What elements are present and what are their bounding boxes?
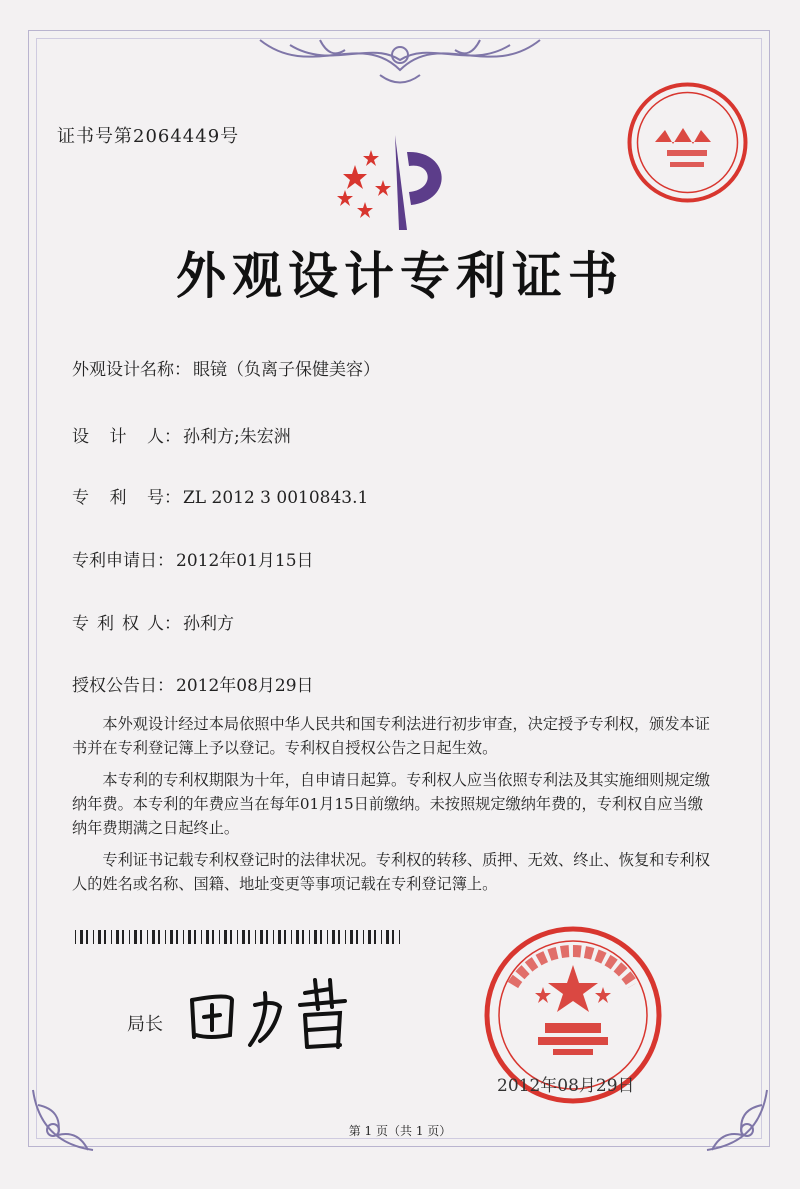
field-label: 专利申请日 — [72, 551, 157, 571]
field-designer: 设计人： 孙利方;朱宏洲 — [72, 422, 291, 447]
field-application-date: 专利申请日： 2012年01月15日 — [72, 551, 314, 571]
barcode — [75, 930, 400, 944]
field-label: 外观设计名称 — [72, 360, 174, 380]
director-label: 局长 — [127, 1014, 163, 1035]
field-value: 2012年01月15日 — [176, 551, 314, 571]
certificate-title: 外观设计专利证书 — [176, 247, 624, 305]
patent-office-emblem-icon — [325, 130, 465, 240]
field-value: ZL 2012 3 0010843.1 — [183, 488, 369, 508]
body-paragraph: 本外观设计经过本局依照中华人民共和国专利法进行初步审查，决定授予专利权，颁发本证书并在专利登记簿上予以登记。专利权自授权公告之日起生效。 — [72, 715, 710, 757]
field-label: 专利号 — [72, 488, 164, 508]
top-ornament — [250, 30, 550, 90]
field-value: 孙利方;朱宏洲 — [183, 427, 291, 447]
certificate-number: 证书号第2064449号 — [57, 126, 240, 147]
corner-ornament-bottom-right — [702, 1085, 772, 1155]
body-paragraph: 本专利的专利权期限为十年，自申请日起算。专利权人应当依照专利法及其实施细则规定缴纳年费。本专利的年费应当在每年01月15日前缴纳。未按照规定缴纳年费的，专利权自应当缴纳年费期满之日起终止。 — [72, 771, 710, 837]
field-value: 2012年08月29日 — [176, 676, 314, 696]
field-label: 专利权人 — [72, 614, 164, 634]
director-signature — [180, 975, 370, 1055]
field-patent-number: 专利号： ZL 2012 3 0010843.1 — [72, 483, 368, 508]
field-design-name: 外观设计名称： 眼镜（负离子保健美容） — [72, 360, 380, 380]
body-paragraph: 专利证书记载专利权登记时的法律状况。专利权的转移、质押、无效、终止、恢复和专利权人的姓名或名称、国籍、地址变更等事项记载在专利登记簿上。 — [72, 851, 710, 893]
page-number: 第 1 页（共 1 页） — [348, 1124, 452, 1138]
field-patentee: 专利权人： 孙利方 — [72, 609, 234, 634]
corner-ornament-bottom-left — [28, 1085, 98, 1155]
field-value: 眼镜（负离子保健美容） — [193, 360, 380, 380]
field-label: 设计人 — [72, 427, 164, 447]
tax-stamp-seal-icon — [625, 80, 750, 205]
field-value: 孙利方 — [183, 614, 234, 634]
certificate-body — [72, 712, 712, 896]
seal-date: 2012年08月29日 — [497, 1076, 635, 1096]
field-label: 授权公告日 — [72, 676, 157, 696]
field-grant-date: 授权公告日： 2012年08月29日 — [72, 676, 314, 696]
